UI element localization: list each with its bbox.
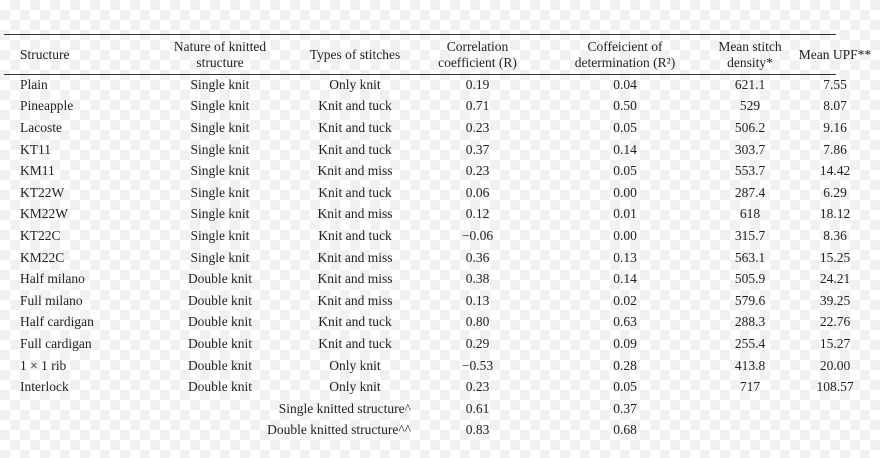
cell-upf: 9.16: [823, 119, 847, 135]
cell-nature: Single knit: [190, 76, 250, 92]
cell-nature: Single knit: [190, 141, 250, 157]
cell-upf: 14.42: [819, 163, 851, 179]
cell-structure: KT11: [20, 141, 51, 157]
cell-density: 506.2: [734, 119, 766, 135]
cell-density: 618: [739, 206, 761, 222]
table-body: [0, 74, 880, 441]
cell-nature: Double knit: [187, 292, 253, 308]
cell-upf: 15.27: [819, 335, 851, 351]
cell-nature: Single knit: [190, 163, 250, 179]
header-nature-line1: Nature of knitted: [173, 38, 267, 54]
cell-nature: Double knit: [187, 357, 253, 373]
cell-correlation: 0.23: [465, 119, 490, 135]
table-row: [0, 312, 880, 334]
cell-nature: Double knit: [187, 314, 253, 330]
cell-density: 717: [739, 379, 761, 395]
table-row: [0, 204, 880, 226]
cell-determination: 0.00: [613, 184, 637, 200]
cell-structure: Full milano: [20, 292, 83, 308]
summary-label: Double knitted structure^^: [267, 422, 411, 438]
cell-density: 288.3: [734, 314, 766, 330]
cell-determination: 0.05: [613, 379, 637, 395]
cell-determination: 0.14: [613, 141, 637, 157]
cell-types: Knit and tuck: [318, 227, 392, 243]
cell-correlation: 0.12: [465, 206, 490, 222]
cell-types: Only knit: [329, 379, 381, 395]
table-header: [0, 35, 880, 74]
cell-upf: 39.25: [819, 292, 851, 308]
cell-types: Knit and miss: [317, 292, 393, 308]
cell-types: Knit and tuck: [318, 141, 392, 157]
table-row: [0, 182, 880, 204]
cell-determination: 0.28: [613, 357, 637, 373]
cell-determination: 0.09: [613, 335, 637, 351]
cell-correlation: 0.80: [465, 314, 490, 330]
cell-types: Knit and miss: [317, 206, 393, 222]
header-upf: Mean UPF**: [798, 46, 872, 62]
header-density: [710, 35, 790, 74]
cell-structure: KT22W: [20, 184, 65, 200]
cell-density: 529: [739, 98, 761, 114]
summary-label: Single knitted structure^: [278, 400, 411, 416]
header-density-line1: Mean stitch: [718, 38, 782, 54]
cell-upf: 24.21: [819, 271, 851, 287]
cell-structure: Half milano: [20, 271, 85, 287]
cell-determination: 0.13: [613, 249, 637, 265]
header-types: Types of stitches: [309, 46, 401, 62]
cell-correlation: −0.06: [461, 227, 494, 243]
empty-cell: [790, 420, 880, 442]
cell-nature: Single knit: [190, 119, 250, 135]
cell-density: 413.8: [734, 357, 766, 373]
table-row: [0, 160, 880, 182]
cell-upf: 7.86: [823, 141, 847, 157]
table-row: [0, 139, 880, 161]
cell-correlation: 0.23: [465, 379, 490, 395]
cell-nature: Single knit: [190, 98, 250, 114]
cell-structure: Full cardigan: [20, 335, 92, 351]
cell-density: 505.9: [734, 271, 766, 287]
cell-nature: Single knit: [190, 184, 250, 200]
cell-types: Only knit: [329, 357, 381, 373]
cell-types: Knit and tuck: [318, 314, 392, 330]
cell-structure: Lacoste: [20, 119, 62, 135]
cell-density: 563.1: [734, 249, 766, 265]
cell-correlation: 0.38: [465, 271, 490, 287]
header-nature-line2: structure: [196, 54, 244, 70]
cell-structure: Half cardigan: [20, 314, 94, 330]
cell-structure: Pineapple: [20, 98, 74, 114]
cell-nature: Single knit: [190, 249, 250, 265]
cell-upf: 6.29: [823, 184, 847, 200]
summary-determination: 0.68: [613, 422, 637, 438]
cell-correlation: 0.37: [465, 141, 490, 157]
table-row: [0, 117, 880, 139]
cell-types: Knit and miss: [317, 163, 393, 179]
cell-structure: Plain: [20, 76, 48, 92]
table-row: [0, 376, 880, 398]
table-row: [0, 333, 880, 355]
cell-correlation: 0.06: [465, 184, 490, 200]
cell-determination: 0.05: [613, 119, 637, 135]
cell-nature: Double knit: [187, 271, 253, 287]
header-structure: Structure: [20, 46, 70, 62]
cell-correlation: −0.53: [461, 357, 494, 373]
header-correlation-line1: Correlation: [446, 38, 509, 54]
summary-row: [0, 398, 880, 420]
cell-determination: 0.02: [613, 292, 637, 308]
cell-types: Knit and miss: [317, 271, 393, 287]
cell-determination: 0.63: [613, 314, 637, 330]
cell-determination: 0.50: [613, 98, 637, 114]
cell-density: 315.7: [734, 227, 766, 243]
cell-density: 287.4: [734, 184, 766, 200]
cell-density: 255.4: [734, 335, 766, 351]
cell-upf: 20.00: [819, 357, 851, 373]
cell-determination: 0.05: [613, 163, 637, 179]
summary-determination: 0.37: [613, 400, 637, 416]
cell-types: Knit and miss: [317, 249, 393, 265]
header-row: [0, 35, 880, 74]
summary-correlation: 0.83: [465, 422, 490, 438]
cell-types: Only knit: [329, 76, 381, 92]
header-determination-line1: Coffeicient of: [587, 38, 663, 54]
header-correlation: [415, 35, 540, 74]
cell-determination: 0.04: [613, 76, 637, 92]
cell-types: Knit and tuck: [318, 119, 392, 135]
cell-determination: 0.14: [613, 271, 637, 287]
header-correlation-line2: coefficient (R): [438, 54, 517, 70]
table-row: [0, 355, 880, 377]
cell-upf: 15.25: [819, 249, 851, 265]
cell-nature: Double knit: [187, 335, 253, 351]
cell-upf: 108.57: [816, 379, 854, 395]
cell-upf: 7.55: [823, 76, 847, 92]
table-row: [0, 290, 880, 312]
cell-correlation: 0.71: [465, 98, 490, 114]
cell-types: Knit and tuck: [318, 335, 392, 351]
cell-structure: KM11: [20, 163, 55, 179]
cell-structure: KT22C: [20, 227, 61, 243]
cell-correlation: 0.19: [465, 76, 490, 92]
cell-upf: 18.12: [819, 206, 851, 222]
knitted-structures-table: [0, 35, 880, 441]
cell-nature: Single knit: [190, 206, 250, 222]
table-row: [0, 247, 880, 269]
empty-cell: [710, 420, 790, 442]
empty-cell: [710, 398, 790, 420]
cell-determination: 0.01: [613, 206, 637, 222]
cell-structure: KM22W: [20, 206, 68, 222]
cell-structure: Interlock: [20, 379, 69, 395]
header-density-line2: density*: [727, 54, 773, 70]
cell-correlation: 0.36: [465, 249, 490, 265]
cell-correlation: 0.29: [465, 335, 490, 351]
cell-upf: 8.07: [823, 98, 847, 114]
empty-cell: [790, 398, 880, 420]
cell-determination: 0.00: [613, 227, 637, 243]
cell-density: 303.7: [734, 141, 766, 157]
cell-types: Knit and tuck: [318, 98, 392, 114]
cell-density: 621.1: [734, 76, 766, 92]
cell-structure: 1 × 1 rib: [20, 357, 67, 373]
table-row: [0, 268, 880, 290]
cell-density: 579.6: [734, 292, 766, 308]
cell-structure: KM22C: [20, 249, 65, 265]
header-nature: [145, 35, 295, 74]
table-row: [0, 74, 880, 96]
header-determination-line2: determination (R²): [574, 54, 676, 70]
table-row: [0, 96, 880, 118]
cell-correlation: 0.23: [465, 163, 490, 179]
cell-upf: 8.36: [823, 227, 847, 243]
cell-density: 553.7: [734, 163, 766, 179]
summary-row: [0, 420, 880, 442]
header-determination: [540, 35, 710, 74]
cell-upf: 22.76: [819, 314, 851, 330]
table-row: [0, 225, 880, 247]
cell-nature: Double knit: [187, 379, 253, 395]
summary-correlation: 0.61: [465, 400, 490, 416]
cell-nature: Single knit: [190, 227, 250, 243]
cell-types: Knit and tuck: [318, 184, 392, 200]
cell-correlation: 0.13: [465, 292, 490, 308]
